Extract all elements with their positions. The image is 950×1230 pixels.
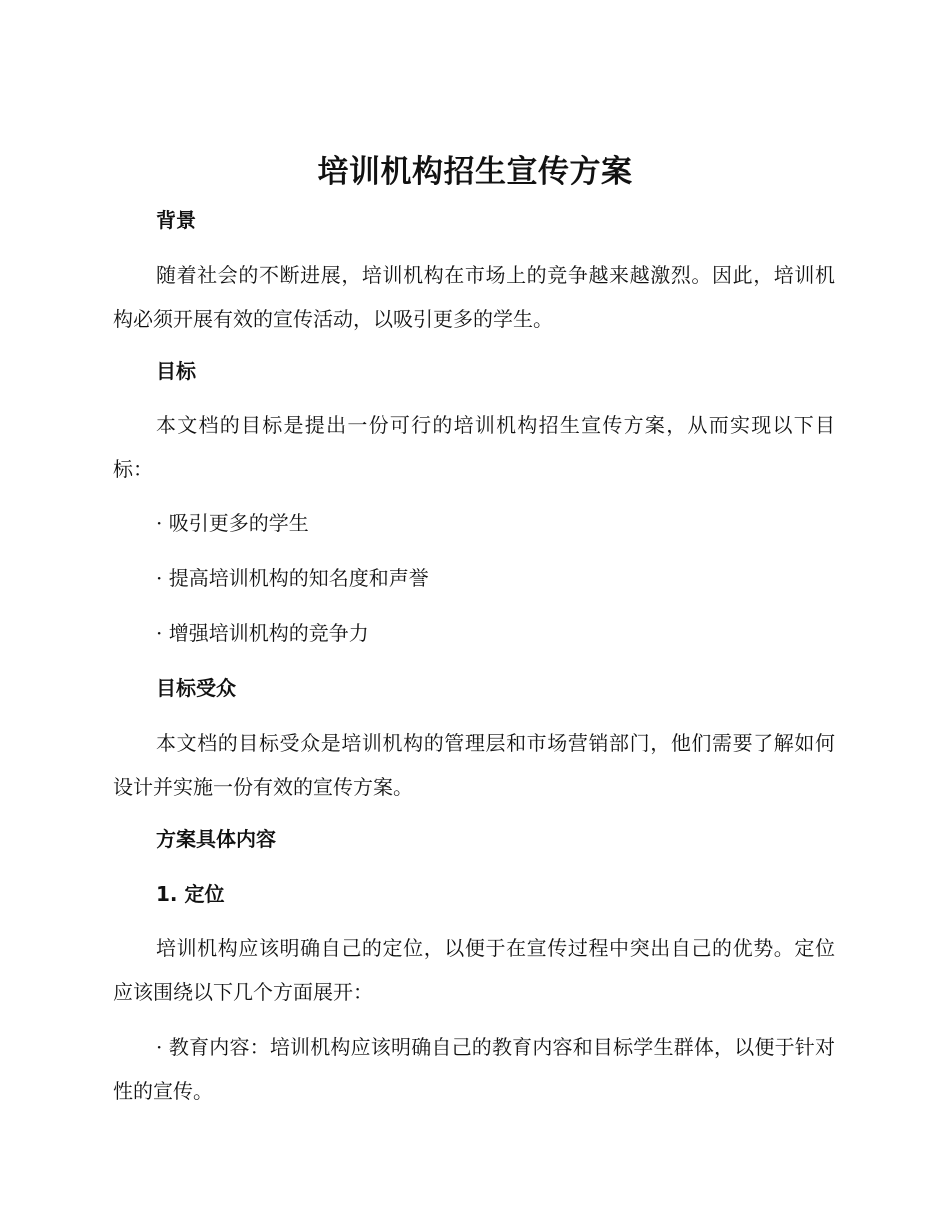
positioning-item-education: · 教育内容：培训机构应该明确自己的教育内容和目标学生群体，以便于针对性的宣传。 [113,1035,835,1103]
goal-item-1: · 吸引更多的学生 [156,511,309,535]
goal-item-3: · 增强培训机构的竞争力 [156,621,369,645]
subsection-heading-positioning: 1. 定位 [156,882,225,906]
section-heading-background: 背景 [156,208,196,232]
section-heading-plan: 方案具体内容 [156,827,276,851]
section-heading-audience: 目标受众 [156,676,236,700]
goal-item-2: · 提高培训机构的知名度和声誉 [156,566,429,590]
document-title: 培训机构招生宣传方案 [317,154,633,190]
section-heading-goals: 目标 [156,359,196,383]
paragraph-background: 随着社会的不断进展，培训机构在市场上的竞争越来越激烈。因此，培训机构必须开展有效的宣传活动，以吸引更多的学生。 [113,263,835,331]
paragraph-audience: 本文档的目标受众是培训机构的管理层和市场营销部门，他们需要了解如何设计并实施一份有效的宣传方案。 [113,731,835,799]
paragraph-goals: 本文档的目标是提出一份可行的培训机构招生宣传方案，从而实现以下目标： [113,413,835,481]
paragraph-positioning: 培训机构应该明确自己的定位，以便于在宣传过程中突出自己的优势。定位应该围绕以下几个方面展开： [113,936,835,1004]
